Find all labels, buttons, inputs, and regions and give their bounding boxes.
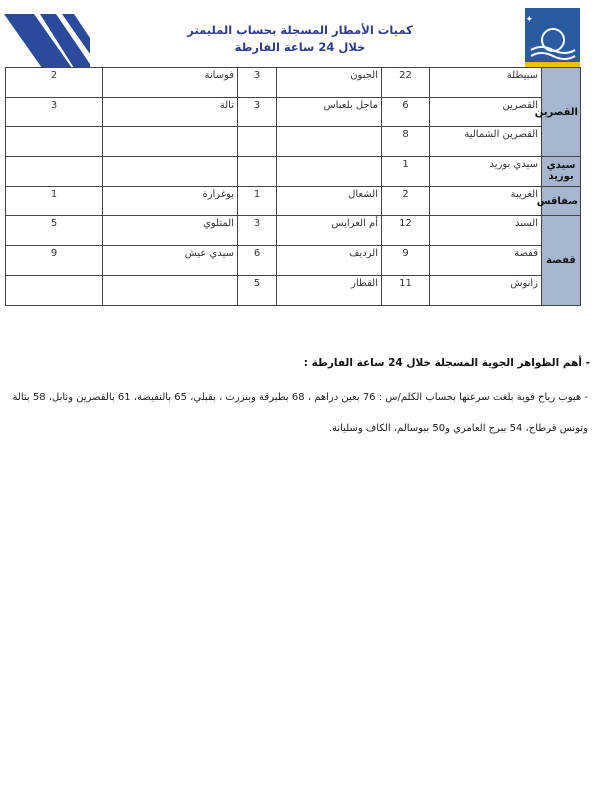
svg-text:✦ ✧ ✦: ✦ ✧ ✦ — [504, 15, 533, 25]
governorate-cell: صفاقس — [542, 186, 581, 216]
station-cell: سبيطلة — [430, 68, 542, 98]
meteo-institute-logo-icon — [504, 8, 580, 68]
value-cell — [238, 157, 277, 187]
value-cell — [6, 157, 103, 187]
table-row — [6, 127, 581, 157]
page-title — [150, 22, 450, 56]
value-cell: 3 — [6, 97, 103, 127]
value-cell: 3 — [238, 68, 277, 98]
value-cell: 11 — [382, 275, 430, 305]
value-cell: 3 — [238, 216, 277, 246]
rainfall-table — [5, 67, 581, 306]
station-cell — [277, 157, 382, 187]
title-line-1: كميات الأمطار المسجلة بحساب المليمتر — [187, 23, 413, 37]
station-cell: القصرين الشمالية — [430, 127, 542, 157]
phenomena-heading: - أهم الظواهر الجوية المسجلة خلال 24 ساعة الفارطة : — [303, 357, 590, 369]
station-cell — [103, 127, 238, 157]
value-cell: 2 — [6, 68, 103, 98]
table-row — [6, 157, 581, 187]
governorate-cell: قفصة — [542, 216, 581, 305]
station-cell: تالة — [103, 97, 238, 127]
station-cell: الشعال — [277, 186, 382, 216]
station-cell: المتلوي — [103, 216, 238, 246]
value-cell — [6, 127, 103, 157]
table-row — [6, 68, 581, 98]
station-cell: سيدي بوزيد — [430, 157, 542, 187]
station-cell: سيدي عيش — [103, 246, 238, 276]
station-cell: القصرين — [430, 97, 542, 127]
table-row — [6, 97, 581, 127]
table-row — [6, 246, 581, 276]
table-row — [6, 216, 581, 246]
station-cell: أم العرايس — [277, 216, 382, 246]
station-cell: ماجل بلعباس — [277, 97, 382, 127]
governorate-cell: القصرين — [542, 68, 581, 157]
station-cell — [277, 127, 382, 157]
title-line-2: خلال 24 ساعة الفارطة — [234, 40, 366, 54]
station-cell — [103, 275, 238, 305]
station-cell: الغريبة — [430, 186, 542, 216]
station-cell: بوغرارة — [103, 186, 238, 216]
phenomena-text: - هبوب رياح قوية بلغت سرعتها بحساب الكلم/س : 76 بعين دراهم ، 68 بطبرقة وبنزرت ، بقبلي، 65 بالنفيضة، 61 بالقصرين ونابل، 58 بتالة وتونس قرطاج، 54 ببرج العامري و50 ببوسالم، الكاف وسليانة. — [12, 392, 588, 434]
station-cell: فوسانة — [103, 68, 238, 98]
value-cell: 12 — [382, 216, 430, 246]
value-cell: 1 — [238, 186, 277, 216]
governorate-cell: سيدي بوزيد — [542, 157, 581, 187]
value-cell: 22 — [382, 68, 430, 98]
value-cell: 6 — [238, 246, 277, 276]
value-cell: 9 — [6, 246, 103, 276]
station-cell: قفصة — [430, 246, 542, 276]
value-cell — [238, 127, 277, 157]
station-cell: السند — [430, 216, 542, 246]
table-row — [6, 186, 581, 216]
value-cell: 1 — [382, 157, 430, 187]
station-cell: زانوش — [430, 275, 542, 305]
value-cell: 2 — [382, 186, 430, 216]
value-cell: 5 — [238, 275, 277, 305]
value-cell: 9 — [382, 246, 430, 276]
table-row — [6, 275, 581, 305]
station-cell: الجبون — [277, 68, 382, 98]
value-cell — [6, 275, 103, 305]
stripes-logo-icon — [4, 2, 94, 70]
value-cell: 5 — [6, 216, 103, 246]
station-cell: الرديف — [277, 246, 382, 276]
value-cell: 8 — [382, 127, 430, 157]
value-cell: 6 — [382, 97, 430, 127]
station-cell: القطار — [277, 275, 382, 305]
value-cell: 3 — [238, 97, 277, 127]
value-cell: 1 — [6, 186, 103, 216]
station-cell — [103, 157, 238, 187]
